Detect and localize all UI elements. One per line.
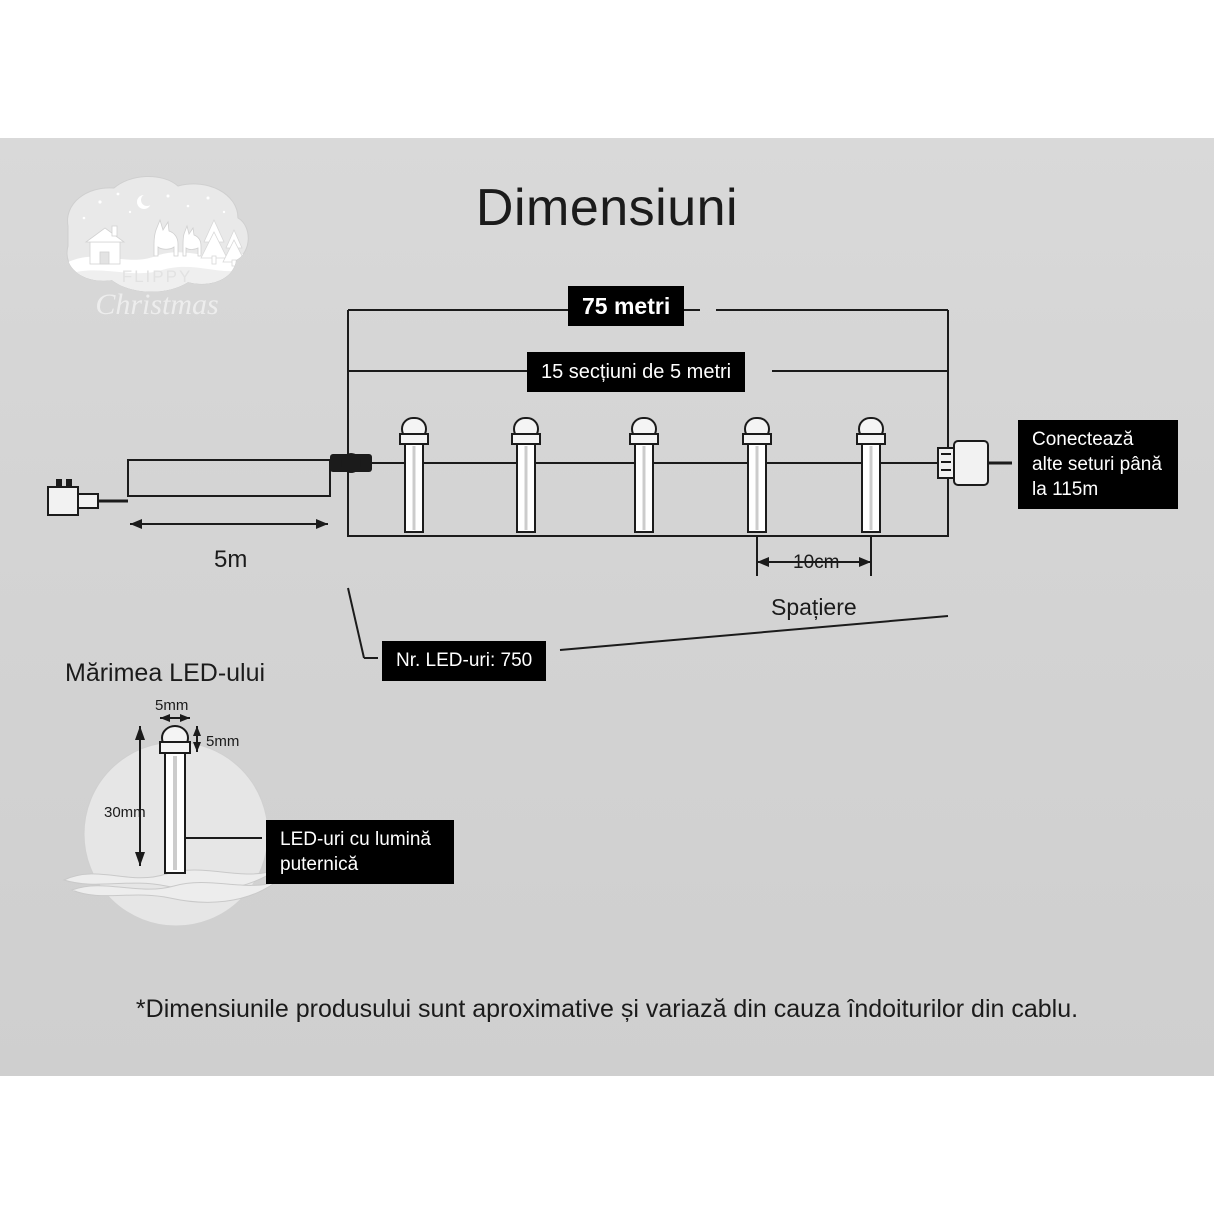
callout-connect-more: Conectează alte seturi până la 115m [1018, 420, 1178, 509]
lead-wire-5m [128, 460, 330, 496]
led-size-detail [64, 714, 276, 926]
label-spacing-title: Spațiere [771, 594, 857, 620]
callout-sections: 15 secțiuni de 5 metri [527, 352, 745, 392]
led-bulb-group [400, 418, 885, 532]
label-led-total-height: 30mm [104, 804, 146, 821]
power-plug-icon [48, 479, 128, 515]
led-bulb [512, 418, 540, 532]
led-bulb-enlarged [160, 726, 190, 873]
label-lead-wire-length: 5m [214, 546, 248, 573]
logo-brand-line1: FLIPPY [121, 267, 193, 286]
led-bulb [743, 418, 771, 532]
logo-brand-line2: Christmas [95, 288, 219, 321]
led-width-arrow [160, 714, 190, 722]
inline-connector-icon [330, 453, 372, 473]
page-title: Dimensiuni [475, 179, 739, 237]
label-spacing-value: 10cm [793, 552, 840, 573]
label-led-head-height: 5mm [206, 733, 240, 750]
led-bulb [630, 418, 658, 532]
led-bulb [857, 418, 885, 532]
lead-wire-dimension-arrow [130, 519, 328, 529]
callout-bright-leds: LED-uri cu lumină puternică [266, 820, 454, 884]
callout-led-count: Nr. LED-uri: 750 [382, 641, 546, 681]
label-led-width: 5mm [155, 697, 189, 714]
led-bulb [400, 418, 428, 532]
footnote-text: *Dimensiunile produsului sunt aproximative și variază din cauza îndoiturilor din cablu. [135, 995, 1079, 1023]
end-connector-icon [938, 441, 1012, 485]
product-dimensions-illustration [0, 138, 1214, 1076]
label-led-size-title: Mărimea LED-ului [65, 659, 266, 687]
callout-total-length: 75 metri [568, 286, 684, 326]
